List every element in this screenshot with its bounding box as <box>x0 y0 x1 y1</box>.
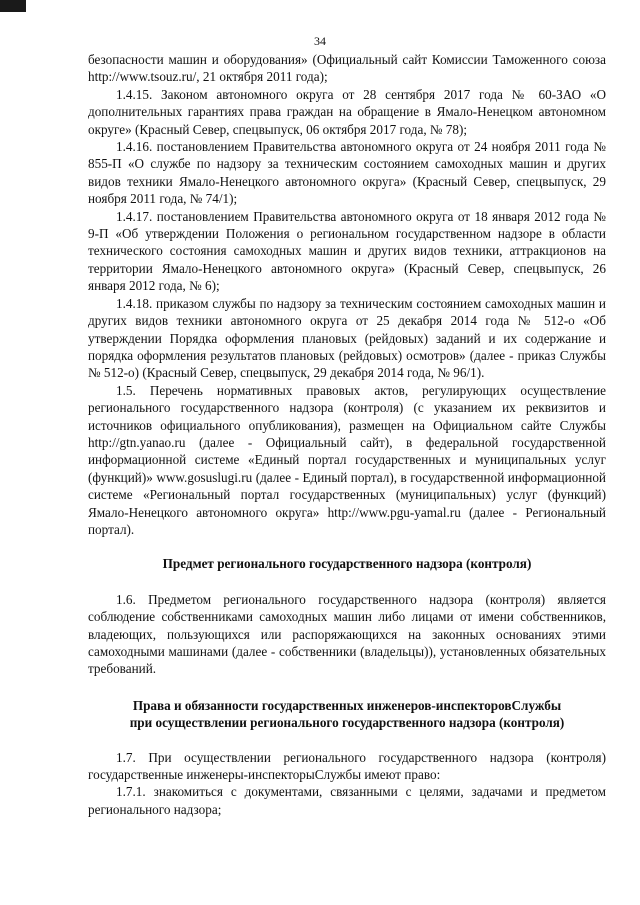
paragraph-1-7-1: 1.7.1. знакомиться с документами, связанными с целями, задачами и предметом регионального надзора; <box>88 784 606 817</box>
paragraph-continuation: безопасности машин и оборудования» (Официальный сайт Комиссии Таможенного союза http://www.tsouz.ru/, 21 октября 2011 года); <box>88 52 606 85</box>
paragraph-1-4-16: 1.4.16. постановлением Правительства автономного округа от 24 ноября 2011 года № 855-П «О службе по надзору за техническим состоянием самоходных машин и других видов техники Ямало-Ненецкого автономного округа» (Красный Север, спецвыпуск, 29 ноября 2011 года, № 74/1); <box>88 139 606 207</box>
section-heading-rights <box>88 697 606 732</box>
paragraph-1-7: 1.7. При осуществлении регионального государственного надзора (контроля) государственные инженеры-инспекторыСлужбы имеют право: <box>88 749 606 783</box>
paragraph-1-5: 1.5. Перечень нормативных правовых актов, регулирующих осуществление регионального государственного надзора (контроля) (с указанием их реквизитов и источников официального опубликования), размещен на Официальном сайте Службы http://gtn.yanao.ru (далее - Официальный сайт), в федеральной государственной информационной системе «Единый портал государственных и муниципальных услуг (функций)» www.gosuslugi.ru (далее - Единый портал), в государственной информационной системе «Региональный портал государственных (муниципальных) услуг (функций) Ямало-Ненецкого автономного округа» http://www.pgu-yamal.ru (далее - Региональный портал). <box>88 382 606 537</box>
scan-corner-mark <box>0 0 26 12</box>
paragraph-1-4-15: 1.4.15. Законом автономного округа от 28 сентября 2017 года № 60-ЗАО «О дополнительных гарантиях права граждан на обращение в Ямало-Ненецком автономном округе» (Красный Север, спецвыпуск, 06 октября 2017 года, № 78); <box>88 86 606 137</box>
paragraph-1-4-18: 1.4.18. приказом службы по надзору за техническим состоянием самоходных машин и других видов техники автономного округа от 25 декабря 2014 года № 512-о «Об утверждении Порядка оформления плановых (рейдовых) заданий и их содержание и порядка оформления результатов плановых (рейдовых) осмотров» (далее - приказ Службы № 512-о) (Красный Север, спецвыпуск, 29 декабря 2014 года, № 96/1). <box>88 295 606 381</box>
page-number: 34 <box>314 34 326 48</box>
paragraph-1-6: 1.6. Предметом регионального государственного надзора (контроля) является соблюдение собственниками самоходных машин либо лицами от имени собственников, владеющих, пользующихся или распоряжающихся на законных основаниях этими самоходными машинами (далее - собственники (владельцы)), установленных обязательных требований. <box>88 591 606 677</box>
section-heading-rights-line1: Права и обязанности государственных инженеров-инспекторовСлужбы <box>132 697 562 713</box>
section-heading-subject: Предмет регионального государственного надзора (контроля) <box>162 556 532 572</box>
paragraph-1-4-17: 1.4.17. постановлением Правительства автономного округа от 18 января 2012 года № 9-П «Об утверждении Положения о региональном государственном надзоре в области технического состояния самоходных машин и других видов техники, аттракционов на территории Ямало-Ненецкого автономного округа» (Красный Север, спецвыпуск, 26 января 2012 года, № 6); <box>88 208 606 294</box>
section-heading-rights-line2: при осуществлении регионального государственного надзора (контроля) <box>129 715 565 731</box>
body-text <box>88 51 606 818</box>
